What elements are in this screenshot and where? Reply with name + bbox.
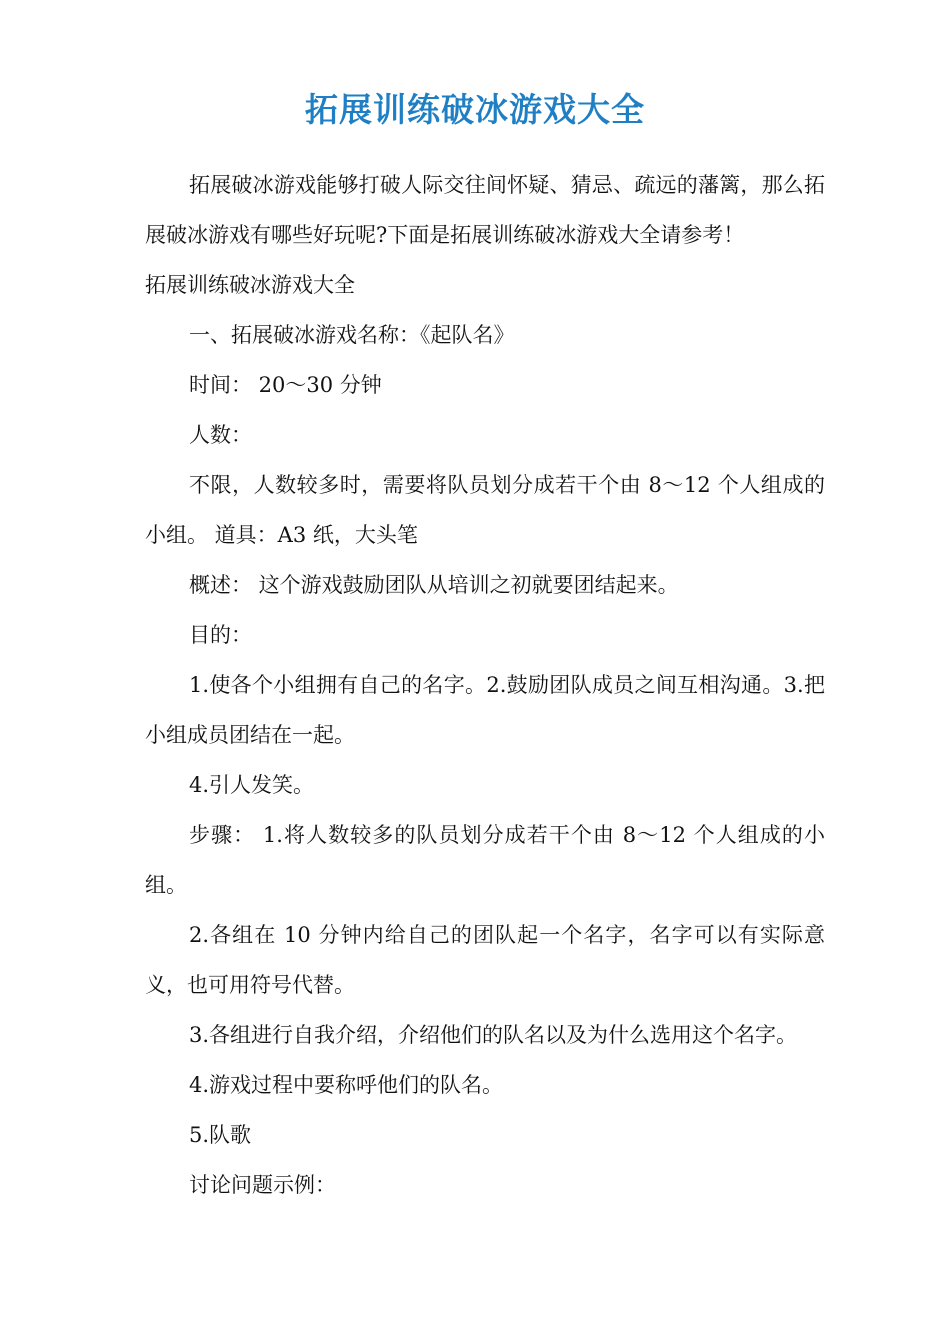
paragraph-step-2: 2.各组在 10 分钟内给自己的团队起一个名字，名字可以有实际意义，也可用符号代替。	[145, 923, 825, 997]
paragraph-time: 时间： 20～30 分钟	[189, 373, 382, 397]
paragraph-purpose-item-4: 4.引人发笑。	[189, 773, 315, 797]
document-body	[145, 160, 825, 1210]
paragraph-people-detail: 不限，人数较多时，需要将队员划分成若干个由 8～12 个人组成的小组。 道具：A3 纸，大头笔	[145, 473, 825, 547]
paragraph-step-4: 4.游戏过程中要称呼他们的队名。	[189, 1073, 504, 1097]
paragraph-step-5: 5.队歌	[189, 1123, 252, 1147]
paragraph-intro: 拓展破冰游戏能够打破人际交往间怀疑、猜忌、疏远的藩篱，那么拓展破冰游戏有哪些好玩呢?下面是拓展训练破冰游戏大全请参考！	[145, 173, 825, 247]
paragraph-purpose-items: 1.使各个小组拥有自己的名字。2.鼓励团队成员之间互相沟通。3.把小组成员团结在一起。	[145, 673, 825, 747]
paragraph-overview: 概述： 这个游戏鼓励团队从培训之初就要团结起来。	[189, 573, 679, 597]
paragraph-people-label: 人数：	[189, 423, 252, 447]
paragraph-discussion: 讨论问题示例：	[189, 1173, 336, 1197]
paragraph-game-name: 一、拓展破冰游戏名称：《起队名》	[189, 323, 515, 347]
document-title: 拓展训练破冰游戏大全	[305, 90, 645, 129]
paragraph-purpose-label: 目的：	[189, 623, 252, 647]
paragraph-step-1: 步骤： 1.将人数较多的队员划分成若干个由 8～12 个人组成的小组。	[145, 823, 825, 897]
paragraph-subtitle: 拓展训练破冰游戏大全	[145, 273, 355, 297]
paragraph-step-3: 3.各组进行自我介绍，介绍他们的队名以及为什么选用这个名字。	[189, 1023, 798, 1047]
